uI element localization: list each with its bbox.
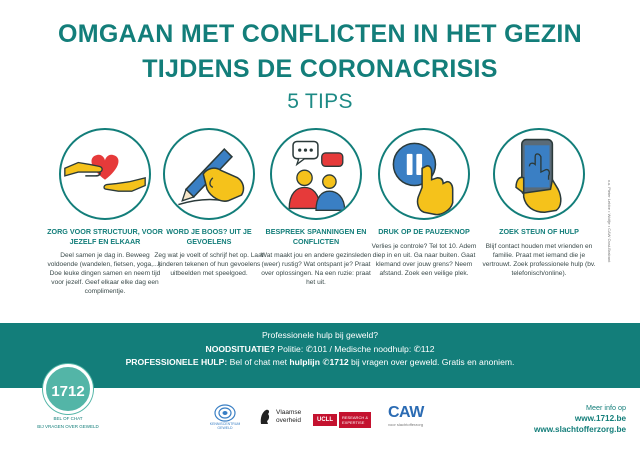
hotline-number: hulplijn ✆1712 xyxy=(289,357,349,367)
tip-pause xyxy=(365,128,483,278)
vlaamse-label: Vlaamse xyxy=(276,409,302,416)
band-line-3-text: Bel of chat met xyxy=(227,357,290,367)
band-line-2 xyxy=(0,343,640,357)
hand-pencil-icon xyxy=(163,128,255,220)
emergency-numbers: Politie: ✆101 / Medische noodhulp: ✆112 xyxy=(275,343,435,354)
tip-title: ZORG VOOR STRUCTUUR, VOOR JEZELF EN ELKAAR xyxy=(47,227,163,246)
steunpunt-logo xyxy=(206,404,244,430)
emergency-label: NOODSITUATIE? xyxy=(205,343,276,354)
pause-button-icon xyxy=(378,128,470,220)
side-credit: v.u. Pieter Lebbe • Wolfje • CAW Oost-Brabant xyxy=(607,180,612,263)
tip-title: BESPREEK SPANNINGEN EN CONFLICTEN xyxy=(265,227,367,246)
caw-logo xyxy=(388,404,424,427)
lion-icon xyxy=(258,408,272,426)
ucll-label: UCLL xyxy=(313,414,337,426)
vlaamse-overheid-logo xyxy=(258,408,301,426)
tip-body: Deel samen je dag in. Beweeg voldoende (wandelen, fietsen, yoga,...). Doe leuke dingen samen en neem tijd voor jezelf. Geef elkaar elke dag een complimentje. xyxy=(47,252,163,296)
more-info xyxy=(534,402,626,435)
tip-title: ZOEK STEUN OF HULP xyxy=(499,227,579,236)
professional-help-label: PROFESSIONELE HULP: xyxy=(125,357,228,367)
phone-in-hand-icon xyxy=(493,128,585,220)
logo-1712 xyxy=(24,364,112,429)
tip-body: Zeg wat je voelt of schrijf het op. Laat kinderen tekenen of hun gevoelens uitbeelden met speelgoed. xyxy=(154,252,264,278)
tip-structure xyxy=(46,128,164,296)
tip-discuss xyxy=(257,128,375,287)
steunpunt-icon xyxy=(214,404,236,422)
tip-title: DRUK OP DE PAUZEKNOP xyxy=(378,227,470,236)
ucll-tag-1: RESEARCH & xyxy=(342,415,369,420)
logo-1712-circle: 1712 xyxy=(43,364,93,414)
conversation-icon xyxy=(270,128,362,220)
band-line-1: Professionele hulp bij geweld? xyxy=(261,330,379,340)
steunpunt-label: KENNISCENTRUM GEWELD xyxy=(209,422,241,430)
overheid-label: overheid xyxy=(276,417,301,424)
ucll-tag-2: EXPERTISE xyxy=(342,420,365,425)
logo-caption-2: BIJ VRAGEN OVER GEWELD xyxy=(37,423,99,429)
tip-body: Blijf contact houden met vrienden en familie. Praat met iemand die je vertrouwt. Zoek professionele hulp (bv. telefonisch/online). xyxy=(482,242,596,277)
logo-caption-1: BEL OF CHAT xyxy=(53,416,83,421)
subtitle: 5 TIPS xyxy=(287,90,353,113)
link-1712[interactable]: www.1712.be xyxy=(574,414,626,423)
title-line-1: OMGAAN MET CONFLICTEN IN HET GEZIN xyxy=(57,20,583,48)
caw-sub-label: voor slachtofferzorg xyxy=(388,422,424,427)
ucll-logo xyxy=(313,412,371,428)
more-info-label: Meer info op xyxy=(586,403,626,412)
tip-body: Wat maakt jou en andere gezinsleden (weer) rustig? Wat ontspant je? Praat over oplossingen. Na een ruzie: praat het uit. xyxy=(260,252,372,287)
tip-support xyxy=(480,128,598,278)
link-slachtofferzorg[interactable]: www.slachtofferzorg.be xyxy=(533,425,626,434)
tip-feelings xyxy=(150,128,268,278)
caw-label: CAW xyxy=(388,404,424,421)
hands-heart-icon xyxy=(59,128,151,220)
title-line-2: TIJDENS DE CORONACRISIS xyxy=(142,55,498,83)
tip-title: WORD JE BOOS? UIT JE GEVOELENS xyxy=(166,227,252,246)
band-line-3-text-2: bij vragen over geweld. Gratis en anoniem. xyxy=(348,357,515,367)
tip-body: Verlies je controle? Tel tot 10. Adem diep in en uit. Ga naar buiten. Gaat klemand over jouw grens? Neem afstand. Zoek een veilige plek. xyxy=(371,242,477,277)
